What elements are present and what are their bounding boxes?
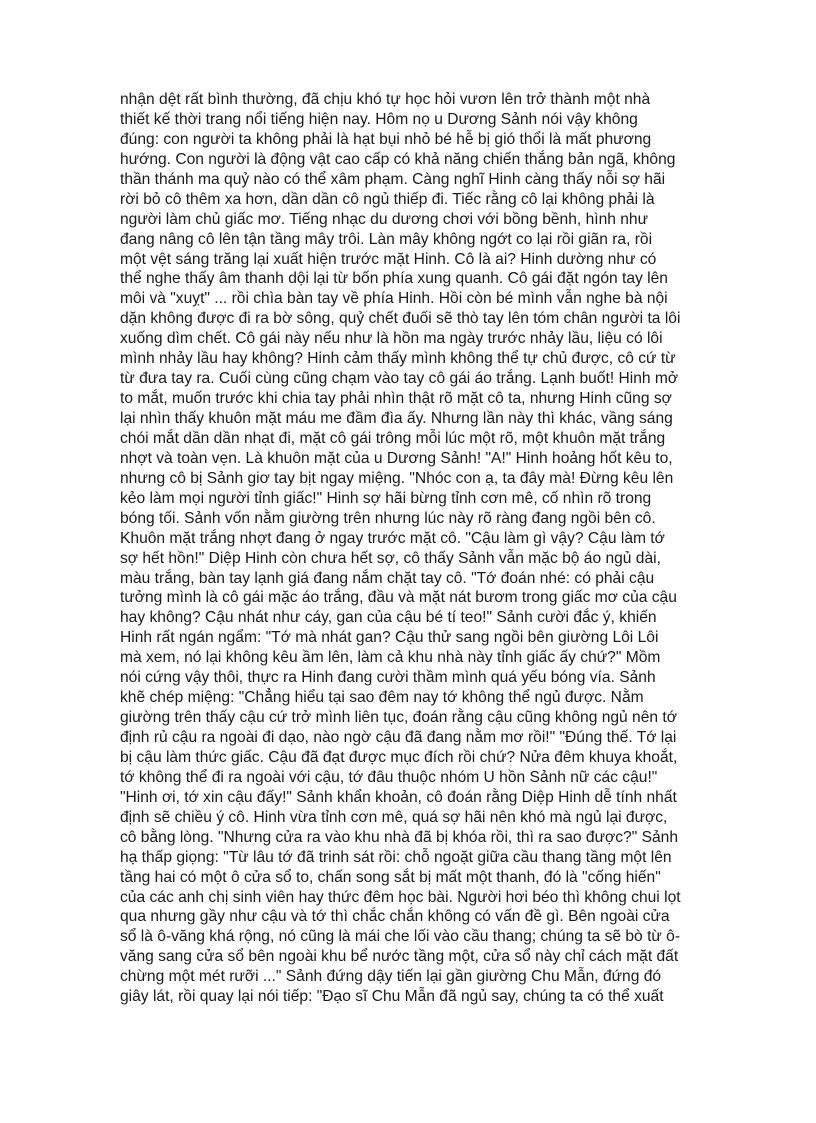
- body-text: [120, 90, 702, 1007]
- text-line: giây lát, rồi quay lại nói tiếp: "Đạo sĩ Chu Mẫn đã ngủ say, chúng ta có thể xuất: [120, 988, 664, 1006]
- text-line: kẻo làm mọi người tỉnh giấc!" Hinh sợ hãi bừng tỉnh cơn mê, cố nhìn rõ trong: [120, 489, 652, 507]
- text-line: nhưng cô bị Sảnh giơ tay bịt ngay miệng. "Nhóc con ạ, ta đây mà! Đừng kêu lên: [120, 469, 674, 487]
- text-line: bóng tối. Sảnh vốn nằm giường trên nhưng lúc này rõ ràng đang ngồi bên cô.: [120, 509, 656, 527]
- text-line: từ đưa tay ra. Cuối cùng cũng chạm vào tay cô gái áo trắng. Lạnh buốt! Hinh mở: [120, 370, 679, 388]
- text-line: xuống dìm chết. Cô gái này nếu như là hồn ma ngày trước nhảy lầu, liệu có lôi: [120, 330, 663, 348]
- text-line: nhận dệt rất bình thường, đã chịu khó tự học hỏi vươn lên trở thành một nhà: [120, 91, 651, 108]
- text-line: tớ không thể đi ra ngoài với cậu, tớ đâu thuộc nhóm U hồn Sảnh nữ các cậu!": [120, 768, 658, 786]
- text-line: hạ thấp giọng: "Từ lâu tớ đã trinh sát rồi: chỗ ngoặt giữa cầu thang tầng một lên: [120, 848, 672, 866]
- text-line: đúng: con người ta không phải là hạt bụi nhỏ bé hễ bị gió thổi là mất phương: [120, 130, 652, 148]
- text-line: người làm chủ giấc mơ. Tiếng nhạc du dương chơi với bồng bềnh, hình như: [120, 210, 649, 228]
- text-line: mà xem, nó lại không kêu ầm lên, làm cả khu nhà này tỉnh giấc ấy chứ?" Mồm: [120, 649, 661, 667]
- text-line: văng sang cửa sổ bên ngoài khu bể nước tầng một, cửa sổ này chỉ cách mặt đất: [120, 948, 679, 966]
- text-line: cô bằng lòng. "Nhưng cửa ra vào khu nhà đã bị khóa rồi, thì ra sao được?" Sảnh: [120, 828, 679, 846]
- text-line: sổ là ô-văng khá rộng, nó cũng là mái che lối vào cầu thang; chúng ta sẽ bò từ ô-: [120, 928, 681, 946]
- text-line: dặn không được đi ra bờ sông, quỷ chết đuối sẽ thò tay lên tóm chân người ta lôi: [120, 310, 681, 328]
- text-line: to mắt, muốn trước khi chia tay phải nhìn thật rõ mặt cô ta, nhưng Hinh cũng sợ: [120, 390, 672, 408]
- text-line: mình nhảy lầu hay không? Hinh cảm thấy mình không thể tự chủ được, cô cứ từ: [120, 350, 676, 368]
- text-line: màu trắng, bàn tay lạnh giá đang nắm chặt tay cô. "Tớ đoán nhé: có phải cậu: [120, 569, 655, 587]
- text-line: đang nâng cô lên tận tầng mây trôi. Làn mây không ngớt co lại rồi giãn ra, rồi: [120, 230, 653, 248]
- text-line: hay không? Cậu nhát như cáy, gan của cậu bé tí teo!" Sảnh cười đắc ý, khiến: [120, 609, 657, 627]
- text-line: một vệt sáng trăng lại xuất hiện trước mặt Hinh. Cô là ai? Hinh dường như có: [120, 250, 657, 268]
- text-line: thể nghe thấy âm thanh dội lại từ bốn phía xung quanh. Cô gái đặt ngón tay lên: [120, 270, 668, 288]
- text-line: thiết kế thời trang nổi tiếng hiện nay. Hôm nọ u Dương Sảnh nói vậy không: [120, 110, 638, 128]
- text-line: nói cứng vậy thôi, thực ra Hinh đang cười thầm mình quá yếu bóng vía. Sảnh: [120, 669, 656, 687]
- text-line: chói mắt dần dần nhạt đi, mặt cô gái trông mỗi lúc một rõ, một khuôn mặt trắng: [120, 429, 666, 447]
- text-line: qua nhưng gầy như cậu và tớ thì chắc chắn không có vấn đề gì. Bên ngoài cửa: [120, 908, 670, 926]
- text-line: bị cậu làm thức giấc. Cậu đã đạt được mục đích rồi chứ? Nửa đêm khuya khoắt,: [120, 748, 678, 766]
- text-line: giường trên thấy cậu cứ trở mình liên tục, đoán rằng cậu cũng không ngủ nên tớ: [120, 709, 677, 727]
- text-line: thần thánh ma quỷ nào có thể xâm phạm. Càng nghĩ Hinh càng thấy nỗi sợ hãi: [120, 170, 666, 188]
- text-line: chừng một mét rưỡi ..." Sảnh đứng dậy tiến lại gần giường Chu Mẫn, đứng đó: [120, 968, 662, 986]
- text-line: lại nhìn thấy khuôn mặt máu me đầm đìa ấy. Nhưng lần này thì khác, vầng sáng: [120, 410, 673, 427]
- text-line: định rủ cậu ra ngoài đi dạo, nào ngờ cậu đã đang nằm mơ rồi!" "Đúng thế. Tớ lại: [120, 729, 677, 746]
- text-line: của các anh chị sinh viên hay thức đêm học bài. Người hơi béo thì không chui lọt: [120, 888, 681, 906]
- text-line: rời bỏ cô thêm xa hơn, dần dần cô ngủ thiếp đi. Tiếc rằng cô lại không phải là: [120, 190, 655, 208]
- text-line: hướng. Con người là động vật cao cấp có khả năng chiến thắng bản ngã, không: [120, 150, 676, 168]
- text-line: Khuôn mặt trắng nhợt đang ở ngay trước mặt cô. "Cậu làm gì vậy? Cậu làm tớ: [120, 529, 665, 547]
- text-line: định sẽ chiều ý cô. Hinh vừa tỉnh cơn mê, quá sợ hãi nên khó mà ngủ lại được,: [120, 808, 668, 826]
- text-line: môi và "xuỵt" ... rồi chìa bàn tay về phía Hinh. Hồi còn bé mình vẫn nghe bà nội: [120, 290, 668, 308]
- text-line: sợ hết hồn!" Diệp Hinh còn chưa hết sợ, cô thấy Sảnh vẫn mặc bộ áo ngủ dài,: [120, 549, 661, 567]
- text-line: "Hinh ơi, tớ xin cậu đấy!" Sảnh khẩn khoản, cô đoán rằng Diệp Hinh dễ tính nhất: [120, 788, 677, 806]
- text-line: Hinh rất ngán ngẩm: "Tớ mà nhát gan? Cậu thử sang ngồi bên giường Lôi Lôi: [120, 629, 659, 647]
- text-line: tưởng mình là cô gái mặc áo trắng, đầu và mặt nát bươm trong giấc mơ của cậu: [120, 589, 677, 607]
- text-line: khẽ chép miệng: "Chẳng hiểu tại sao đêm nay tớ không thể ngủ được. Nằm: [120, 689, 644, 707]
- text-line: tầng hai có một ô cửa sổ to, chấn song sắt bị mất một thanh, đó là "cống hiến": [120, 868, 661, 886]
- text-line: nhợt và toàn vẹn. Là khuôn mặt của u Dương Sảnh! "A!" Hinh hoảng hốt kêu to,: [120, 449, 673, 467]
